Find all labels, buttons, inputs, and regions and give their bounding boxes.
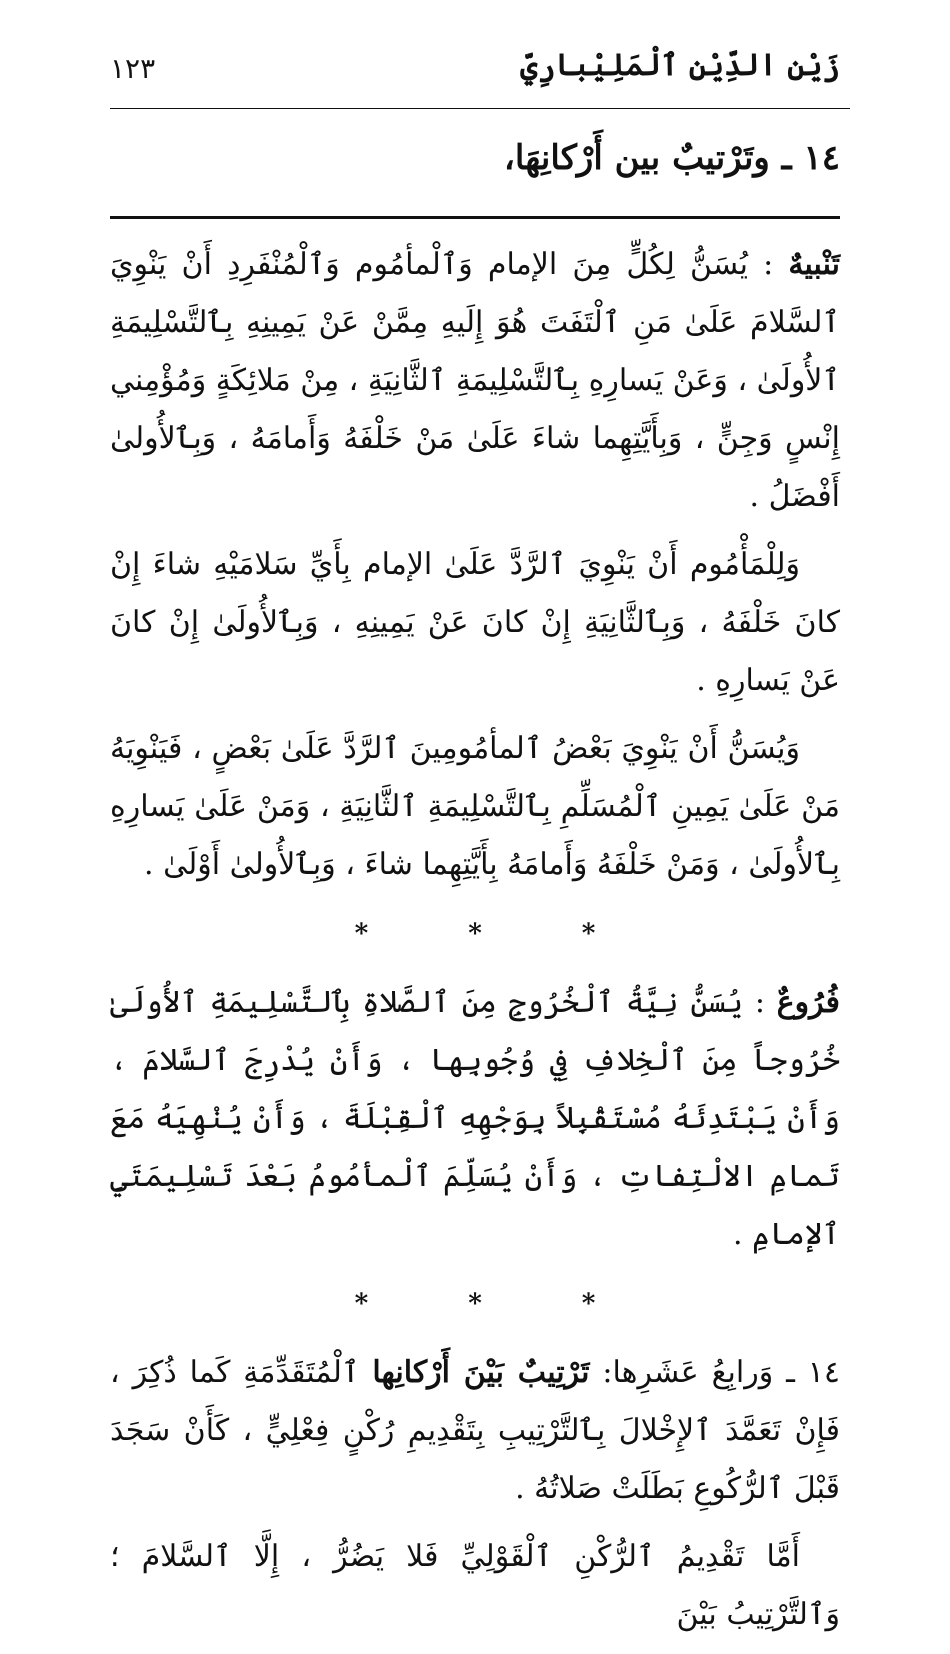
page-number: ١٢٣ bbox=[110, 52, 156, 85]
furu-heading: فُرُوعٌ bbox=[776, 985, 840, 1020]
running-title: زَيْن الدِّيْن ٱلْمَلِيْبارِيّ bbox=[520, 48, 840, 83]
rukn-14-title: تَرْتِيبٌ بَيْنَ أَرْكانِها bbox=[372, 1355, 590, 1390]
matn-separator-rule bbox=[110, 216, 840, 219]
divider-star: * bbox=[354, 919, 369, 949]
section-divider bbox=[110, 1274, 840, 1334]
matn-text: ١٤ ـ وتَرْتيبٌ بين أَرْكانِهَا، bbox=[503, 138, 840, 178]
tanbih-paragraph bbox=[110, 236, 840, 526]
divider-star: * bbox=[468, 919, 482, 949]
rukn-14-number: ١٤ ـ وَرابِعُ عَشَرِها: bbox=[602, 1355, 840, 1390]
rukn-14-paragraph bbox=[110, 1344, 840, 1518]
divider-star: * bbox=[581, 1289, 596, 1319]
rukn-14-text: ٱلْمُتَقَدِّمَةِ كَما ذُكِرَ ، فَإِنْ تَعَمَّدَ ٱلإِخْلالَ بِٱلتَّرْتِيبِ بِتَقْدِيمِ رُكْنٍ فِعْلِيٍّ ، كَأَنْ سَجَدَ قَبْلَ ٱلرُّكُوعِ بَطَلَتْ صَلاتُهُ . bbox=[110, 1355, 840, 1506]
divider-star: * bbox=[581, 919, 596, 949]
mamum-paragraph: وَلِلْمَأْمُوم أَنْ يَنْوِيَ ٱلرَّدَّ عَلَىٰ الإمام بِأَيِّ سَلامَيْهِ شاءَ إِنْ كانَ خَلْفَهُ ، وَبِٱلثَّانِيَةِ إِنْ كانَ عَنْ يَمِينِهِ ، وَبِٱلأُولَىٰ إِنْ كانَ عَنْ يَسارِهِ . bbox=[110, 547, 840, 698]
divider-star: * bbox=[468, 1289, 482, 1319]
commentary-body bbox=[110, 236, 840, 1654]
mamumin-paragraph: وَيُسَنُّ أَنْ يَنْوِيَ بَعْضُ ٱلمأمُومِينَ ٱلرَّدَّ عَلَىٰ بَعْضٍ ، فَيَنْوِيَهُ مَنْ عَلَىٰ يَمِينِ ٱلْمُسَلِّمِ بِٱلتَّسْلِيمَةِ ٱلثَّانِيَةِ ، وَمَنْ عَلَىٰ يَسارِهِ بِٱلأُولَىٰ ، وَمَنْ خَلْفَهُ وَأَمامَهُ بِأَيَّتِهِما شاءَ ، وَبِٱلأُولىٰ أَوْلَىٰ . bbox=[110, 731, 840, 882]
section-divider bbox=[110, 904, 840, 964]
furu-text: : يُسَنُّ نِيَّةُ ٱلْخُرُوجِ مِنَ ٱلصَّلاةِ بِٱلتَّسْلِيمَةِ ٱلأُولَىٰ خُرُوجاً مِنَ ٱلْخِلافِ فِي وُجُوبِها ، وَأَنْ يُدْرِجَ ٱلسَّلامَ ، وَأَنْ يَبْتَدِئَهُ مُسْتَقْبِلاً بِوَجْهِهِ ٱلْقِبْلَةَ ، وَأَنْ يُنْهِيَهُ مَعَ تَمامِ الالْتِفاتِ ، وَأَنْ يُسَلِّمَ ٱلْمأمُومُ بَعْدَ تَسْلِيمَتَيِ ٱلإمامِ . bbox=[110, 985, 840, 1252]
tanbih-text: : يُسَنُّ لِكُلٍّ مِنَ الإمام وَٱلْمأمُوم وَٱلْمُنْفَرِدِ أَنْ يَنْوِيَ ٱلسَّلامَ عَلَىٰ مَنِ ٱلْتَفَتَ هُوَ إِلَيهِ مِمَّنْ عَنْ يَمِينِهِ بِٱلتَّسْلِيمَةِ ٱلأُولَىٰ ، وَعَنْ يَسارِهِ بِٱلتَّسْلِيمَةِ ٱلثَّانِيَةِ ، مِنْ مَلائِكَةٍ وَمُؤْمِني إِنْسٍ وَجِنٍّ ، وَبِأَيَّتِهِما شاءَ عَلَىٰ مَنْ خَلْفَهُ وَأَمامَهُ ، وَبِٱلأُولىٰ أَفْضَلُ . bbox=[110, 247, 840, 514]
tanbih-heading: تَنْبيهٌ bbox=[788, 247, 840, 282]
running-head bbox=[110, 48, 840, 108]
header-rule bbox=[110, 108, 850, 109]
divider-star: * bbox=[354, 1289, 369, 1319]
furu-paragraph bbox=[110, 974, 840, 1264]
qawli-paragraph: أَمَّا تَقْدِيمُ ٱلرُّكْنِ ٱلْقَوْلِيِّ فَلا يَضُرُّ ، إِلَّا ٱلسَّلامَ ؛ وَٱلتَّرْتِيبُ بَيْنَ bbox=[110, 1539, 840, 1632]
